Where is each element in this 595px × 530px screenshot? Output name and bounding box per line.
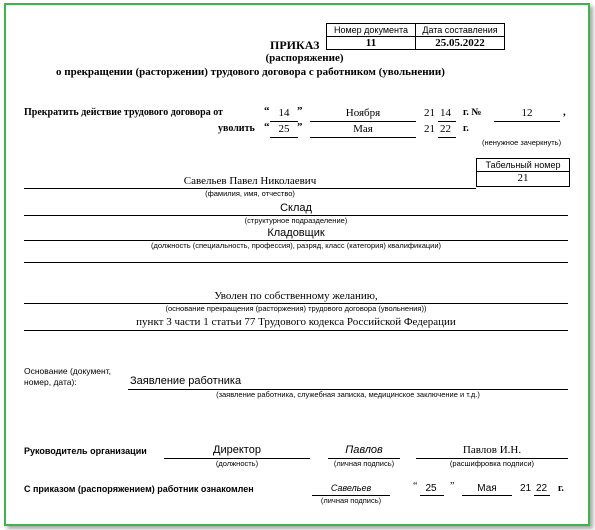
- date-label: Дата составления: [416, 24, 505, 37]
- blank-line-1: [24, 262, 568, 263]
- acquaint-sign: Савельев: [330, 483, 372, 493]
- acquaint-label: С приказом (распоряжением) работник ознакомлен: [24, 484, 254, 494]
- acquaint-quote-open: “: [413, 481, 418, 492]
- head-decode-caption: (расшифровка подписи): [449, 459, 535, 468]
- strike-note: (ненужное зачеркнуть): [482, 138, 562, 147]
- contract-number: 12: [521, 107, 533, 119]
- dismiss-label: уволить: [218, 123, 255, 134]
- acquaint-month: Мая: [477, 483, 497, 494]
- basis-label-1: Основание (документ,: [24, 366, 112, 376]
- acquaint-quote-close: ”: [450, 481, 455, 492]
- quote-close: ”: [297, 105, 303, 117]
- reason-line1: Уволен по собственному желанию,: [214, 290, 378, 302]
- contract-day-line: [270, 121, 298, 122]
- dismiss-month-line: [310, 137, 416, 138]
- basis-caption: (заявление работника, служебная записка, медицинское заключение и т.д.): [216, 390, 480, 399]
- contract-month: Ноября: [345, 107, 381, 119]
- acquaint-year-prefix: 21: [520, 483, 532, 494]
- reason-line2: пункт 3 части 1 статьи 77 Трудового кодекса Российской Федерации: [136, 316, 456, 328]
- department-value: Склад: [280, 202, 312, 214]
- dismiss-year-suffix: 22: [440, 123, 451, 135]
- dismiss-year-line: [438, 137, 456, 138]
- contract-year-prefix: 21: [424, 107, 435, 119]
- doc-number-value: 11: [327, 37, 416, 50]
- dismiss-year-prefix: 21: [424, 123, 435, 135]
- quote-open: “: [264, 105, 270, 117]
- dismiss-day-line: [270, 137, 298, 138]
- reason-caption: (основание прекращения (расторжения) трудового договора (увольнения)): [165, 304, 427, 313]
- acquaint-year-line: [534, 495, 550, 496]
- position-value: Кладовщик: [267, 227, 325, 239]
- head-position: Директор: [213, 444, 261, 456]
- date-value: 25.05.2022: [416, 37, 505, 50]
- order-subtitle: (распоряжение): [265, 52, 344, 64]
- order-title: ПРИКАЗ: [270, 38, 320, 52]
- contract-number-line: [494, 121, 560, 122]
- contract-month-line: [310, 121, 416, 122]
- reason-line2-rule: [24, 330, 568, 331]
- dismiss-quote-close: ”: [297, 121, 303, 133]
- contract-day: 14: [278, 107, 290, 119]
- employee-name: Савельев Павел Николаевич: [183, 175, 317, 187]
- basis-value: Заявление работника: [130, 375, 242, 387]
- tab-number-box: [476, 158, 570, 187]
- contract-comma: ,: [563, 106, 566, 118]
- head-sign: Павлов: [345, 444, 383, 456]
- acquaint-day: 25: [425, 483, 437, 494]
- dismiss-quote-open: “: [264, 121, 270, 133]
- header-table: [326, 23, 505, 50]
- head-label: Руководитель организации: [24, 446, 147, 456]
- acquaint-day-line: [420, 495, 444, 496]
- basis-label-2: номер, дата):: [24, 377, 77, 387]
- contract-year-line: [438, 121, 456, 122]
- acquaint-year-end: г.: [558, 483, 564, 494]
- department-caption: (структурное подразделение): [244, 216, 348, 225]
- tab-number-label: Табельный номер: [477, 159, 569, 172]
- dismiss-month: Мая: [353, 123, 373, 135]
- contract-year-suffix: 14: [440, 107, 451, 119]
- acquaint-month-line: [462, 495, 512, 496]
- order-subject: о прекращении (расторжении) трудового договора с работником (увольнении): [56, 66, 445, 78]
- tab-number-value: 21: [517, 172, 529, 184]
- acquaint-sign-caption: (личная подпись): [320, 496, 382, 505]
- head-position-caption: (должность): [215, 459, 259, 468]
- dismiss-year-end: г.: [463, 123, 469, 134]
- acquaint-year-suffix: 22: [536, 483, 548, 494]
- contract-year-end: г. №: [463, 107, 482, 118]
- dismiss-day: 25: [278, 123, 290, 135]
- position-caption: (должность (специальность, профессия), разряд, класс (категория) квалификации): [150, 241, 442, 250]
- terminate-label: Прекратить действие трудового договора от: [24, 107, 223, 118]
- doc-number-label: Номер документа: [327, 24, 416, 37]
- employee-name-caption: (фамилия, имя, отчество): [205, 189, 295, 198]
- head-sign-caption: (личная подпись): [333, 459, 395, 468]
- head-decode: Павлов И.Н.: [462, 444, 522, 456]
